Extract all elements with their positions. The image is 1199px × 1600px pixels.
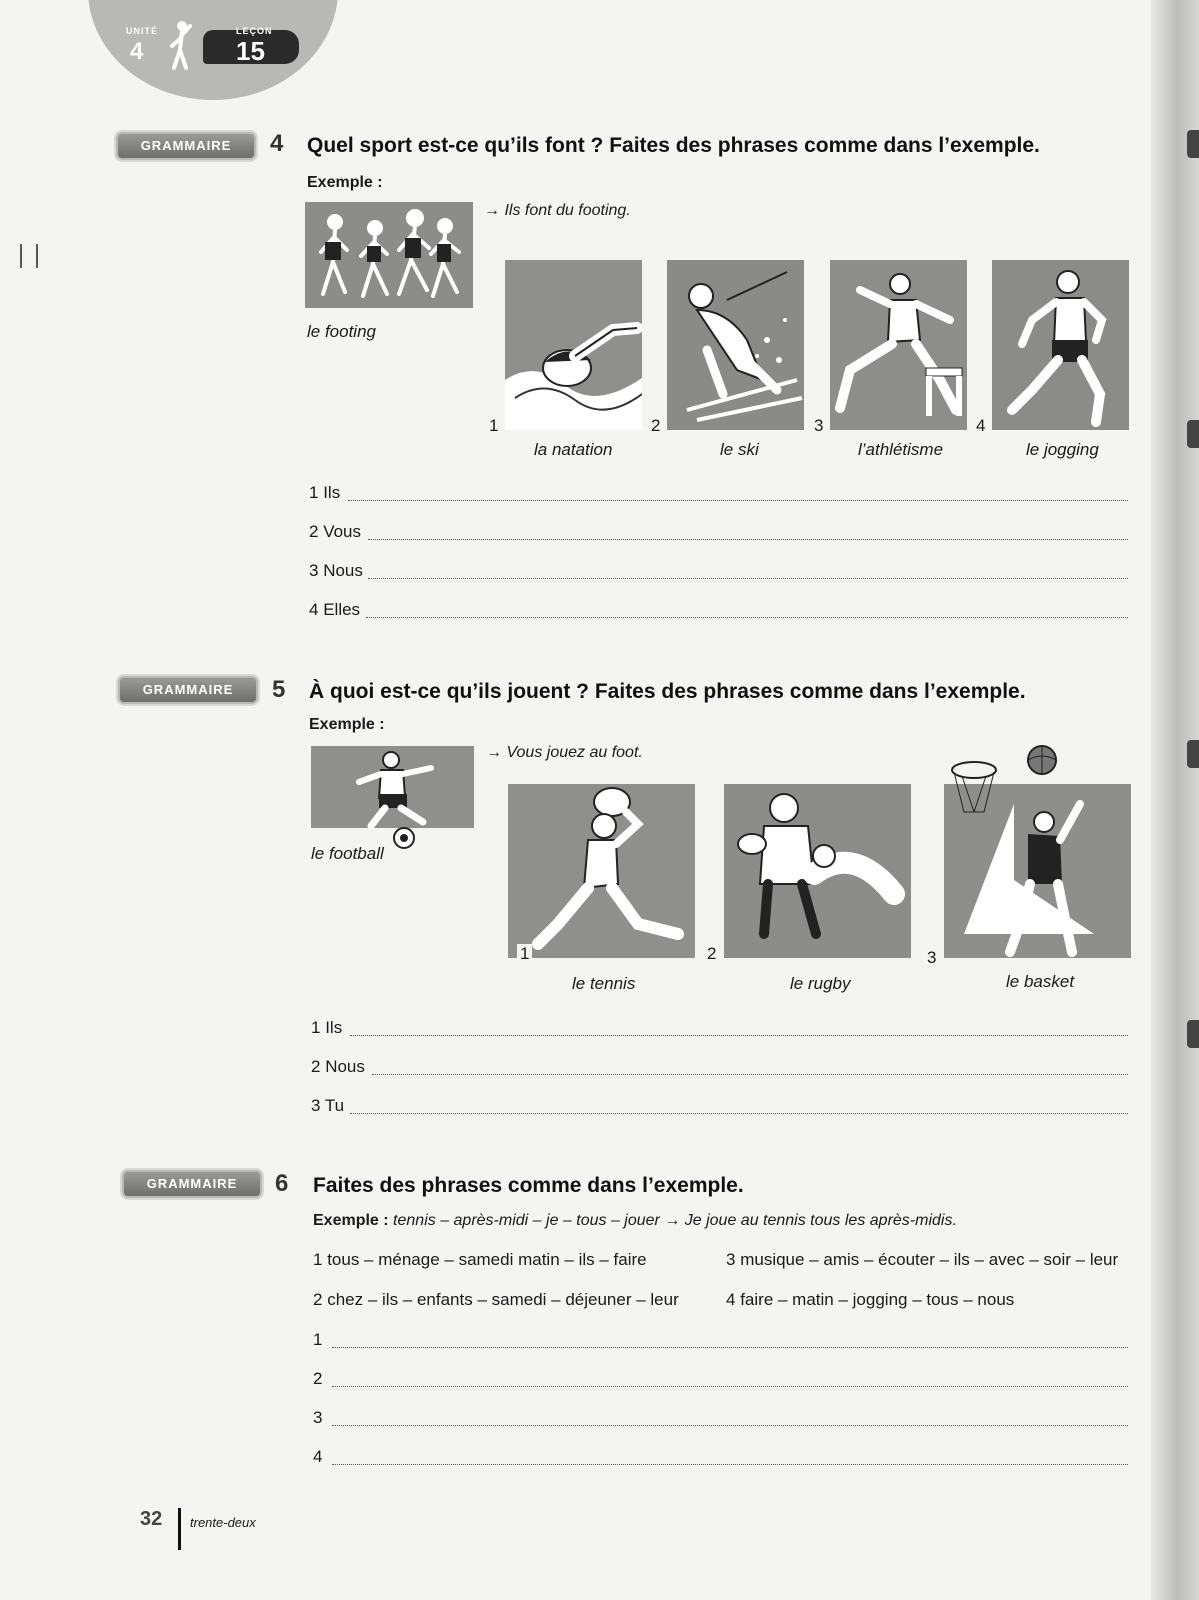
line-subject: Tu <box>324 1096 345 1115</box>
football-picture <box>311 746 474 828</box>
picture-number: 3 <box>811 416 826 436</box>
answer-line-2 <box>309 522 361 542</box>
exercise-title: Quel sport est-ce qu’ils font ? Faites des phrases comme dans l’exemple. <box>307 134 1040 157</box>
exercise-number: 5 <box>272 676 286 703</box>
picture-caption: le footing <box>307 322 376 341</box>
picture-caption: le rugby <box>790 974 851 993</box>
picture-number: 2 <box>648 416 663 436</box>
picture-caption: le tennis <box>572 974 636 993</box>
athletics-picture <box>830 260 967 430</box>
rugby-picture <box>724 784 911 958</box>
picture-caption: l’athlétisme <box>858 440 944 459</box>
phrase-item <box>313 1250 647 1270</box>
line-number: 2 <box>309 522 319 541</box>
line-subject: Nous <box>325 1057 365 1076</box>
line-subject: Elles <box>323 600 361 619</box>
picture-caption: le basket <box>1006 972 1075 991</box>
edge-tab <box>1187 420 1199 448</box>
answer-field[interactable] <box>348 500 1128 501</box>
answer-field[interactable] <box>332 1464 1128 1465</box>
phrase-words: faire – matin – jogging – tous – nous <box>740 1290 1015 1309</box>
margin-mark <box>20 244 38 268</box>
line-number: 1 <box>313 1330 323 1349</box>
exercise-number: 6 <box>275 1170 289 1197</box>
answer-field[interactable] <box>332 1425 1128 1426</box>
answer-line-4 <box>309 600 360 620</box>
exercise-title: À quoi est-ce qu’ils jouent ? Faites des phrases comme dans l’exemple. <box>309 680 1026 703</box>
answer-field[interactable] <box>372 1074 1128 1075</box>
football-ball-icon <box>390 825 422 851</box>
swimming-picture <box>505 260 642 430</box>
footing-picture <box>305 202 473 308</box>
line-subject: Ils <box>323 483 341 502</box>
grammaire-badge: GRAMMAIRE <box>122 1170 262 1198</box>
picture-caption: le jogging <box>1026 440 1099 459</box>
phrase-words: chez – ils – enfants – samedi – déjeuner – leur <box>327 1290 679 1309</box>
answer-line-3 <box>311 1096 344 1116</box>
picture-number: 4 <box>973 416 988 436</box>
unite-number: 4 <box>130 38 144 65</box>
picture-caption: la natation <box>534 440 613 459</box>
phrase-number: 4 <box>726 1290 736 1309</box>
ski-picture <box>667 260 804 430</box>
exemple-label: Exemple : <box>309 716 385 733</box>
grammaire-badge: GRAMMAIRE <box>116 132 256 160</box>
answer-field[interactable] <box>368 539 1128 540</box>
lecon-label: LEÇON <box>236 26 273 36</box>
phrase-number: 2 <box>313 1290 323 1309</box>
answer-line-3 <box>309 561 363 581</box>
line-number: 3 <box>313 1408 323 1427</box>
runner-icon <box>166 20 202 70</box>
page-number-words: trente-deux <box>190 1515 256 1530</box>
example-answer: → Vous jouez au foot. <box>486 744 643 761</box>
answer-field[interactable] <box>350 1113 1128 1114</box>
answer-line-1 <box>309 483 340 503</box>
line-number: 3 <box>311 1096 321 1115</box>
grammaire-badge: GRAMMAIRE <box>118 676 258 704</box>
phrase-number: 3 <box>726 1250 736 1269</box>
phrase-item <box>726 1250 1118 1270</box>
edge-tab <box>1187 1020 1199 1048</box>
line-number: 1 <box>309 483 319 502</box>
tennis-picture <box>508 784 695 958</box>
line-number: 2 <box>313 1369 323 1388</box>
line-number: 4 <box>313 1447 323 1466</box>
example-answer: → Ils font du footing. <box>484 202 631 219</box>
phrase-item <box>313 1290 679 1310</box>
line-number: 1 <box>311 1018 321 1037</box>
exemple-words: tennis – après-midi – je – tous – jouer <box>393 1212 660 1229</box>
picture-caption: le football <box>311 844 384 863</box>
edge-tab <box>1187 740 1199 768</box>
line-number: 4 <box>309 600 319 619</box>
page-binding-edge <box>1151 0 1199 1600</box>
phrase-words: tous – ménage – samedi matin – ils – faire <box>327 1250 647 1269</box>
exercise-number: 4 <box>270 130 284 157</box>
exemple-answer: → Je joue au tennis tous les après-midis. <box>664 1212 957 1229</box>
line-subject: Ils <box>325 1018 343 1037</box>
line-number: 2 <box>311 1057 321 1076</box>
unite-label: UNITÉ <box>126 26 158 36</box>
footer-divider <box>178 1508 181 1550</box>
phrase-number: 1 <box>313 1250 323 1269</box>
edge-tab <box>1187 130 1199 158</box>
jogging-picture <box>992 260 1129 430</box>
answer-line-2 <box>311 1057 365 1077</box>
picture-number: 2 <box>704 944 719 964</box>
exercise-title: Faites des phrases comme dans l’exemple. <box>313 1174 744 1197</box>
answer-field[interactable] <box>350 1035 1128 1036</box>
line-subject: Nous <box>323 561 363 580</box>
answer-field[interactable] <box>332 1347 1128 1348</box>
picture-number: 3 <box>924 948 939 968</box>
line-number: 3 <box>309 561 319 580</box>
picture-number: 1 <box>486 416 501 436</box>
answer-field[interactable] <box>332 1386 1128 1387</box>
exercise-6-exemple <box>313 1212 957 1230</box>
answer-line-1 <box>311 1018 342 1038</box>
line-subject: Vous <box>323 522 362 541</box>
lecon-number: 15 <box>236 36 265 66</box>
exemple-label: Exemple : <box>313 1212 389 1229</box>
exemple-label: Exemple : <box>307 174 383 191</box>
answer-field[interactable] <box>368 578 1128 579</box>
phrase-item <box>726 1290 1014 1310</box>
phrase-words: musique – amis – écouter – ils – avec – soir – leur <box>740 1250 1119 1269</box>
picture-number: 1 <box>517 944 532 964</box>
page-number: 32 <box>140 1508 163 1530</box>
basket-hoop-icon <box>946 742 1066 832</box>
answer-field[interactable] <box>366 617 1128 618</box>
picture-caption: le ski <box>720 440 759 459</box>
